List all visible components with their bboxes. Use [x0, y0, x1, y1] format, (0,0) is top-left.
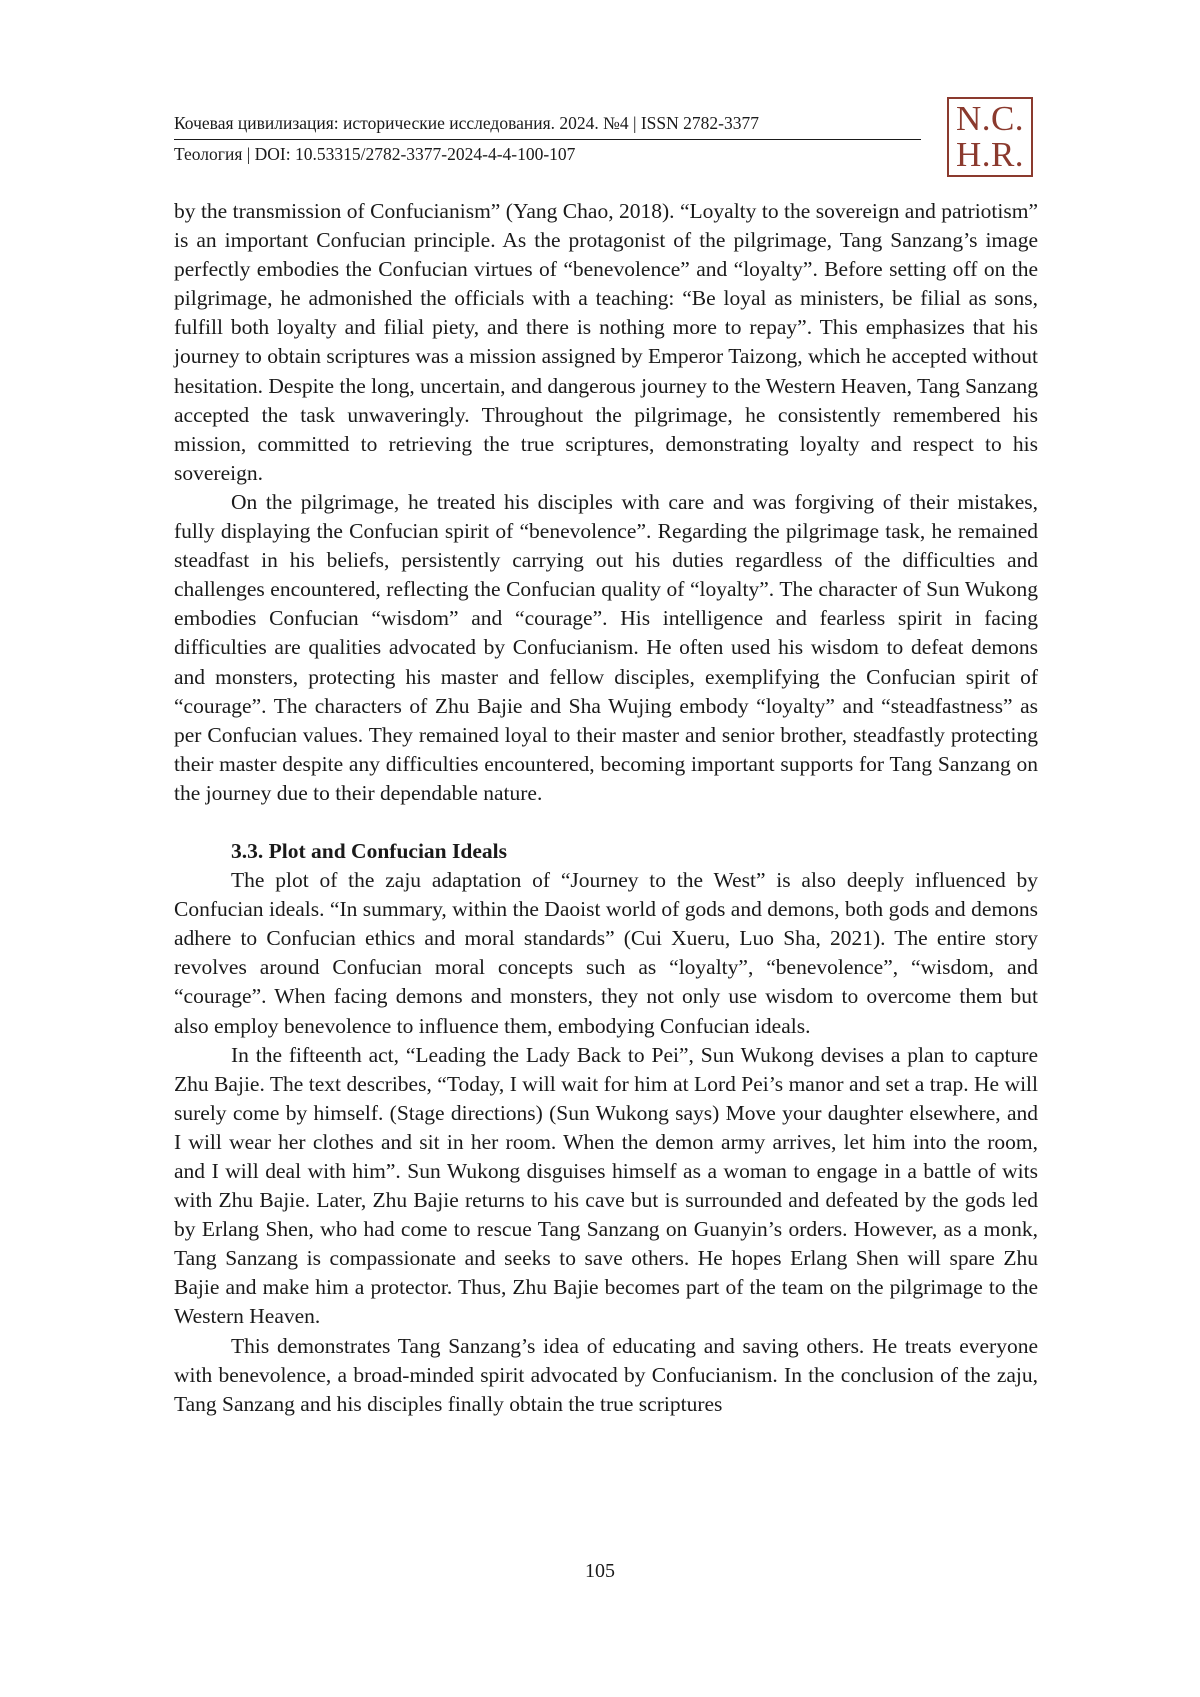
running-header [174, 110, 921, 167]
paragraph-continuation: by the transmission of Confucianism” (Yang Chao, 2018). “Loyalty to the sovereign and patriotism” is an important Confucian principle. As the protagonist of the pilgrimage, Tang Sanzang’s image perfectly embodies the Confucian virtues of “benevolence” and “loyalty”. Before setting off on the pilgrimage, he admonished the officials with a teaching: “Be loyal as ministers, be filial as sons, fulfill both loyalty and filial piety, and there is nothing more to repay”. This emphasizes that his journey to obtain scriptures was a mission assigned by Emperor Taizong, which he accepted without hesitation. Despite the long, uncertain, and dangerous journey to the Western Heaven, Tang Sanzang accepted the task unwaveringly. Throughout the pilgrimage, he consistently remembered his mission, committed to retrieving the true scriptures, demonstrating loyalty and respect to his sovereign. [174, 199, 1038, 485]
section-doi-line: Теология | DOI: 10.53315/2782-3377-2024-4-4-100-107 [174, 144, 576, 164]
logo-text-top: N.C. [955, 99, 1025, 138]
paragraph-educating-saving: This demonstrates Tang Sanzang’s idea of educating and saving others. He treats everyone with benevolence, a broad-minded spirit advocated by Confucianism. In the conclusion of the zaju, Tang Sanzang and his disciples finally obtain the true scriptures [174, 1333, 1038, 1416]
journal-title-line: Кочевая цивилизация: исторические исследования. 2024. №4 | ISSN 2782-3377 [174, 110, 921, 140]
page-number: 105 [585, 1560, 615, 1582]
paragraph-fifteenth-act: In the fifteenth act, “Leading the Lady Back to Pei”, Sun Wukong devises a plan to capture Zhu Bajie. The text describes, “Today, I will wait for him at Lord Pei’s manor and set a trap. He will surely come by himself. (Stage directions) (Sun Wukong says) Move your daughter elsewhere, and I will wear her clothes and sit in her room. When the demon army arrives, let him into the room, and I will deal with him”. Sun Wukong disguises himself as a woman to engage in a battle of wits with Zhu Bajie. Later, Zhu Bajie returns to his cave but is surrounded and defeated by the gods led by Erlang Shen, who had come to rescue Tang Sanzang on Guanyin’s orders. However, as a monk, Tang Sanzang is compassionate and seeks to save others. He hopes Erlang Shen will spare Zhu Bajie and make him a protector. Thus, Zhu Bajie becomes part of the team on the pilgrimage to the Western Heaven. [174, 1042, 1038, 1329]
logo-text-bottom: H.R. [955, 135, 1025, 174]
section-heading: 3.3. Plot and Confucian Ideals [231, 838, 507, 863]
paragraph-plot-intro: The plot of the zaju adaptation of “Journey to the West” is also deeply influenced by Confucian ideals. “In summary, within the Daoist world of gods and demons, both gods and demons adhere to Confucian ethics and moral standards” (Cui Xueru, Luo Sha, 2021). The entire story revolves around Confucian moral concepts such as “loyalty”, “benevolence”, “wisdom, and “courage”. When facing demons and monsters, they not only use wisdom to overcome them but also employ benevolence to influence them, embodying Confucian ideals. [174, 868, 1038, 1038]
article-body [174, 197, 1038, 1419]
journal-logo [947, 97, 1033, 177]
paragraph-pilgrimage-virtues: On the pilgrimage, he treated his disciples with care and was forgiving of their mistakes, fully displaying the Confucian spirit of “benevolence”. Regarding the pilgrimage task, he remained steadfast in his beliefs, persistently carrying out his duties regardless of the difficulties and challenges encountered, reflecting the Confucian quality of “loyalty”. The character of Sun Wukong embodies Confucian “wisdom” and “courage”. His intelligence and fearless spirit in facing difficulties are qualities advocated by Confucianism. He often used his wisdom to defeat demons and monsters, protecting his master and fellow disciples, exemplifying the Confucian spirit of “courage”. The characters of Zhu Bajie and Sha Wujing embody “loyalty” and “steadfastness” as per Confucian values. They remained loyal to their master and senior brother, steadfastly protecting their master despite any difficulties encountered, becoming important supports for Tang Sanzang on the journey due to their dependable nature. [174, 489, 1038, 805]
